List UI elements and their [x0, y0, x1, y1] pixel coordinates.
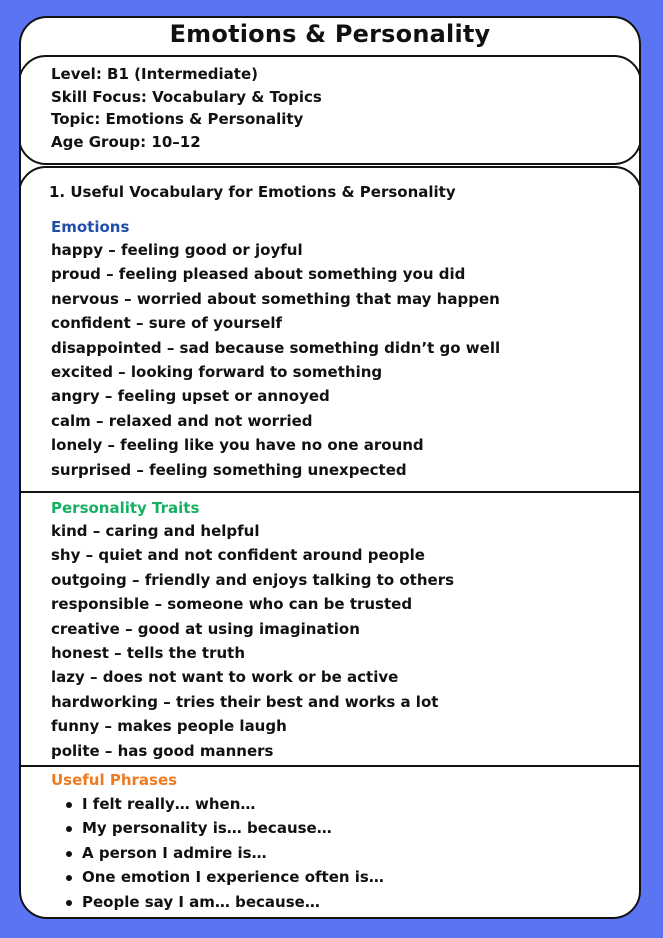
phrases-heading: Useful Phrases	[51, 771, 178, 789]
personality-list	[51, 519, 454, 763]
list-item: surprised – feeling something unexpected	[51, 460, 407, 479]
bullet-icon	[66, 851, 72, 857]
list-item: A person I admire is…	[64, 841, 384, 865]
info-box	[19, 55, 641, 165]
list-item: I felt really… when…	[64, 792, 384, 816]
list-item: outgoing – friendly and enjoys talking to others	[51, 570, 455, 589]
list-item: happy – feeling good or joyful	[51, 241, 303, 259]
emotions-heading: Emotions	[51, 218, 130, 236]
list-item: calm – relaxed and not worried	[51, 411, 313, 430]
list-item: lazy – does not want to work or be active	[51, 668, 399, 687]
list-item: People say I am… because…	[64, 890, 384, 914]
list-item: nervous – worried about something that may happen	[51, 289, 500, 308]
list-item: honest – tells the truth	[51, 644, 245, 663]
list-item: hardworking – tries their best and works a lot	[51, 692, 439, 711]
list-item: proud – feeling pleased about something you did	[51, 265, 466, 284]
list-item: excited – looking forward to something	[51, 363, 383, 382]
section-heading: 1. Useful Vocabulary for Emotions & Personality	[49, 183, 456, 201]
skill-line: Skill Focus: Vocabulary & Topics	[51, 87, 322, 106]
bullet-icon	[66, 802, 72, 808]
list-item: angry – feeling upset or annoyed	[51, 387, 330, 406]
list-item: creative – good at using imagination	[51, 619, 360, 638]
list-item: kind – caring and helpful	[51, 522, 260, 540]
list-item: funny – makes people laugh	[51, 717, 287, 736]
list-item: responsible – someone who can be trusted	[51, 595, 413, 614]
worksheet-page	[19, 16, 641, 919]
list-item: disappointed – sad because something didn’t go well	[51, 338, 501, 357]
level-line: Level: B1 (Intermediate)	[51, 65, 258, 83]
age-line: Age Group: 10–12	[51, 132, 201, 151]
bullet-icon	[66, 900, 72, 906]
phrases-list	[64, 792, 384, 914]
bullet-icon	[66, 875, 72, 881]
vocabulary-box	[19, 166, 641, 919]
emotions-list	[51, 238, 500, 482]
page-title: Emotions & Personality	[169, 20, 491, 48]
personality-heading: Personality Traits	[51, 499, 200, 517]
list-item: polite – has good manners	[51, 741, 274, 760]
topic-line: Topic: Emotions & Personality	[51, 110, 304, 128]
divider	[20, 491, 640, 493]
divider	[20, 765, 640, 767]
bullet-icon	[66, 826, 72, 832]
list-item: confident – sure of yourself	[51, 314, 283, 333]
list-item: One emotion I experience often is…	[64, 865, 384, 889]
list-item: My personality is… because…	[64, 816, 384, 840]
list-item: lonely – feeling like you have no one around	[51, 436, 424, 455]
list-item: shy – quiet and not confident around people	[51, 546, 425, 565]
